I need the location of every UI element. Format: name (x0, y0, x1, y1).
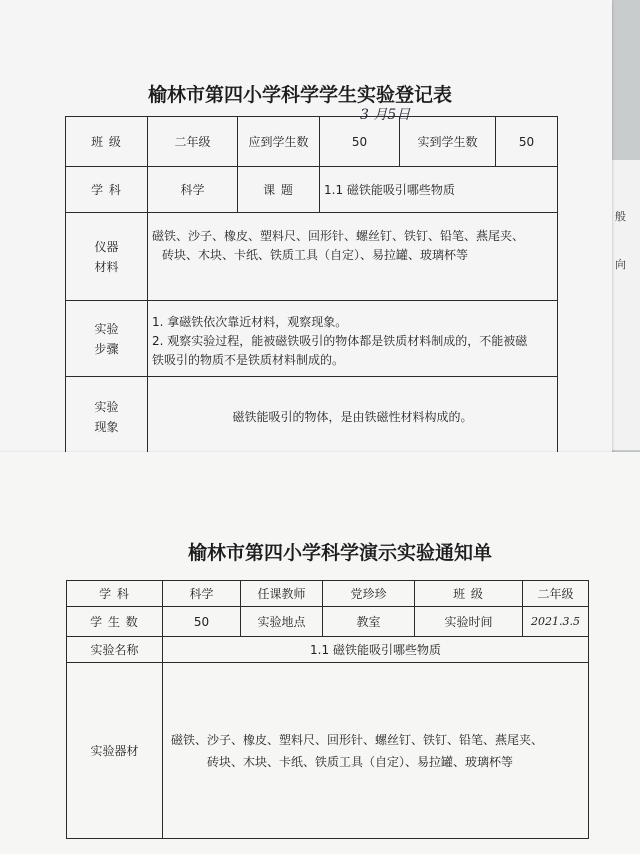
class-label: 班 级 (66, 117, 148, 167)
phenomenon-value: 磁铁能吸引的物体，是由铁磁性材料构成的。 (148, 377, 558, 457)
experiment-name-value: 1.1 磁铁能吸引哪些物质 (163, 637, 589, 663)
actual-students-value: 50 (496, 117, 558, 167)
student-count-label: 学 生 数 (67, 607, 163, 637)
location-label: 实验地点 (241, 607, 323, 637)
teacher-value: 党珍珍 (323, 581, 415, 607)
phenomenon-label: 实验 现象 (66, 377, 148, 457)
experiment-name-label: 实验名称 (67, 637, 163, 663)
time-value: 2021.3.5 (523, 607, 589, 637)
subject-value: 科学 (148, 167, 238, 213)
notice-equipment-label: 实验器材 (67, 663, 163, 839)
notice-subject-label: 学 科 (67, 581, 163, 607)
topic-value: 1.1 磁铁能吸引哪些物质 (320, 167, 558, 213)
teacher-label: 任课教师 (241, 581, 323, 607)
notice-equipment-value: 磁铁、沙子、橡皮、塑料尺、回形针、螺丝钉、铁钉、铅笔、燕尾夹、 砖块、木块、卡纸、铁质工具（自定）、易拉罐、玻璃杯等 (163, 663, 589, 839)
notice-sheet (0, 452, 640, 854)
record-date: 3 月5日 (360, 107, 411, 123)
subject-label: 学 科 (66, 167, 148, 213)
class-value: 二年级 (148, 117, 238, 167)
actual-students-label: 实到学生数 (400, 117, 496, 167)
equipment-value: 磁铁、沙子、橡皮、塑料尺、回形针、螺丝钉、铁钉、铅笔、燕尾夹、 砖块、木块、卡纸、铁质工具（自定）、易拉罐、玻璃杯等 (148, 213, 558, 301)
notice-class-label: 班 级 (415, 581, 523, 607)
expected-students-value: 50 (320, 117, 400, 167)
equipment-label: 仪器 材料 (66, 213, 148, 301)
student-count-value: 50 (163, 607, 241, 637)
notice-subject-value: 科学 (163, 581, 241, 607)
notice-title: 榆林市第四小学科学演示实验通知单 (188, 542, 493, 564)
steps-value: 1. 拿磁铁依次靠近材料，观察现象。 2. 观察实验过程，能被磁铁吸引的物体都是铁质材料制成的，不能被磁 铁吸引的物质不是铁质材料制成的。 (148, 301, 558, 377)
steps-label: 实验 步骤 (66, 301, 148, 377)
notice-class-value: 二年级 (523, 581, 589, 607)
background-text-fragment: 般 (615, 210, 626, 223)
expected-students-label: 应到学生数 (238, 117, 320, 167)
notice-table (66, 580, 589, 839)
topic-label: 课 题 (238, 167, 320, 213)
time-label: 实验时间 (415, 607, 523, 637)
location-value: 教室 (323, 607, 415, 637)
record-table (65, 116, 558, 457)
record-title: 榆林市第四小学科学学生实验登记表 (148, 84, 453, 106)
background-text-fragment: 向 (615, 258, 626, 271)
